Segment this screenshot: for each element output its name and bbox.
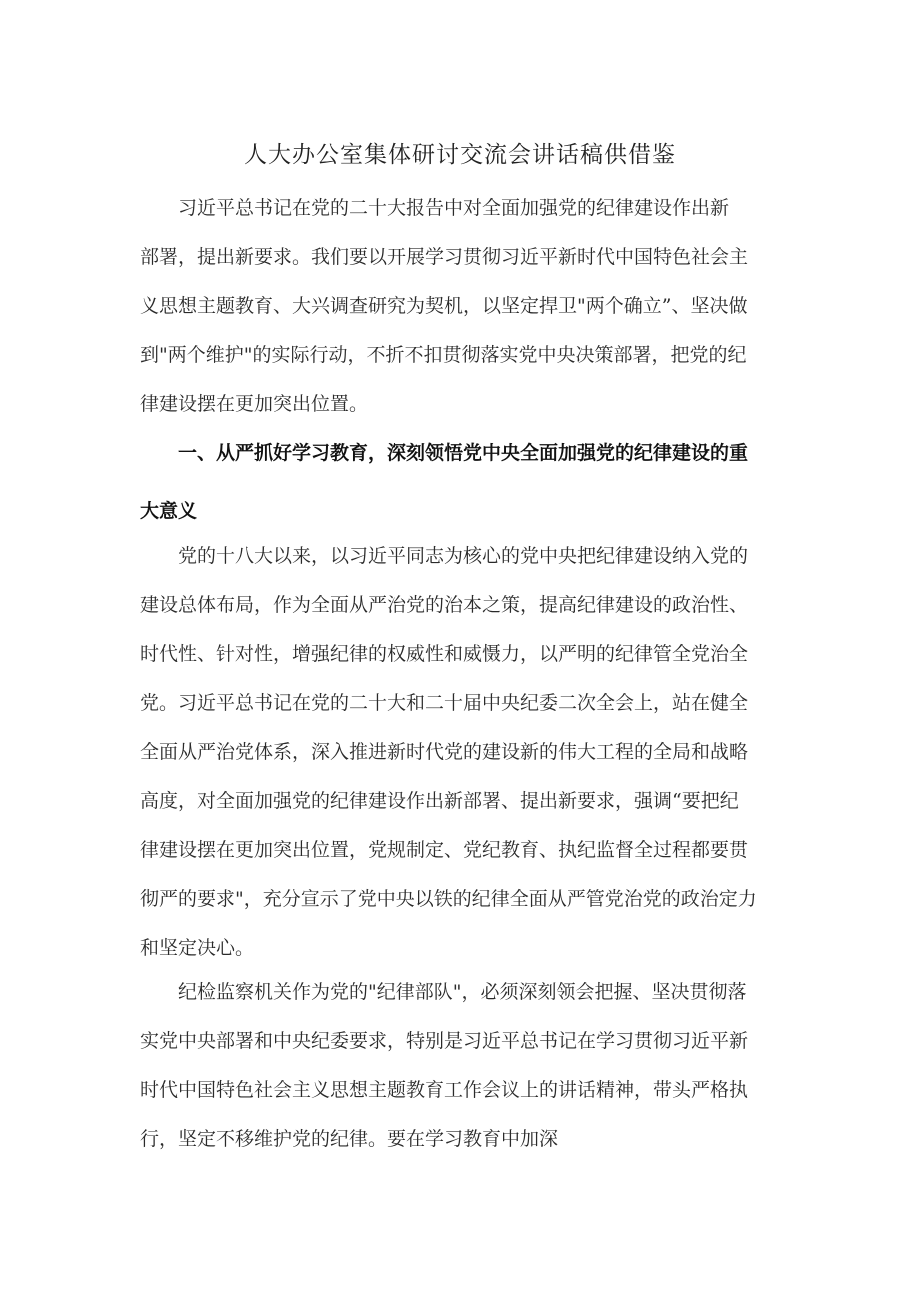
paragraph-intro [140, 184, 785, 429]
paragraph-line: 建设总体布局，作为全面从严治党的治本之策，提高纪律建设的政治性、 [140, 594, 749, 616]
paragraph-line: 高度，对全面加强党的纪律建设作出新部署、提出新要求，强调“要把纪 [140, 790, 739, 812]
paragraph-line: 纪检监察机关作为党的"纪律部队"，必须深刻领会把握、坚决贯彻落 [178, 981, 747, 1003]
paragraph-line: 行，坚定不移维护党的纪律。要在学习教育中加深 [140, 1128, 559, 1150]
paragraph-line: 全面从严治党体系，深入推进新时代党的建设新的伟大工程的全局和战略 [140, 741, 749, 763]
paragraph-line: 彻严的要求"，充分宣示了党中央以铁的纪律全面从严管党治党的政治定力 [140, 888, 757, 910]
paragraph-line: 时代性、针对性，增强纪律的权威性和威慑力，以严明的纪律管全党治全 [140, 643, 749, 665]
paragraph-line: 部署，提出新要求。我们要以开展学习贯彻习近平新时代中国特色社会主 [140, 246, 749, 268]
paragraph-line: 律建设摆在更加突出位置。 [140, 393, 369, 415]
paragraph-line: 习近平总书记在党的二十大报告中对全面加强党的纪律建设作出新 [178, 197, 730, 219]
paragraph-significance [140, 532, 785, 973]
heading-line: 大意义 [140, 500, 198, 522]
section-heading-1 [140, 424, 785, 540]
paragraph-discipline-team [140, 968, 785, 1164]
paragraph-line: 律建设摆在更加突出位置，党规制定、党纪教育、执纪监督全过程都要贯 [140, 839, 749, 861]
paragraph-line: 实党中央部署和中央纪委要求，特别是习近平总书记在学习贯彻习近平新 [140, 1030, 749, 1052]
paragraph-line: 党的十八大以来，以习近平同志为核心的党中央把纪律建设纳入党的 [178, 545, 749, 567]
paragraph-line: 党。习近平总书记在党的二十大和二十届中央纪委二次全会上，站在健全 [140, 692, 749, 714]
paragraph-line: 义思想主题教育、大兴调查研究为契机，以坚定捍卫"两个确立”、坚决做 [140, 295, 748, 317]
paragraph-line: 到"两个维护"的实际行动，不折不扣贯彻落实党中央决策部署，把党的纪 [140, 344, 747, 366]
paragraph-line: 和坚定决心。 [140, 937, 255, 959]
document-title: 人大办公室集体研讨交流会讲话稿供借鉴 [244, 142, 676, 168]
heading-line: 一、从严抓好学习教育，深刻领悟党中央全面加强党的纪律建设的重 [178, 442, 749, 464]
paragraph-line: 时代中国特色社会主义思想主题教育工作会议上的讲话精神，带头严格执 [140, 1079, 749, 1101]
